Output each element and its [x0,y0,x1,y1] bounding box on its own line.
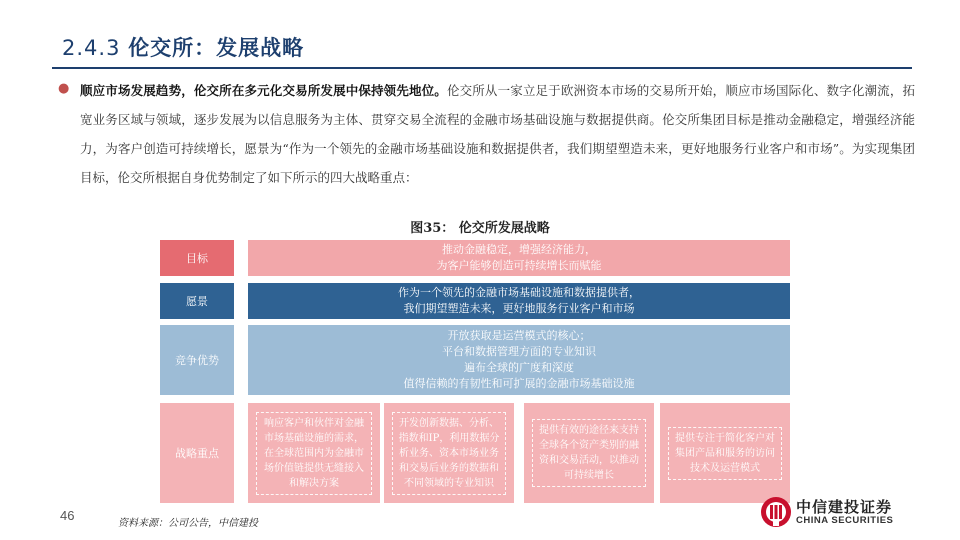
title-divider [52,67,912,69]
source-note: 资料来源：公司公告，中信建投 [118,518,258,529]
advantage-line: 开放获取是运营模式的核心； [447,329,591,342]
figure-title: 图35： 伦交所发展战略 [410,221,550,236]
section-title: 伦交所：发展战略 [128,36,305,60]
target-line: 为客户能够创造可持续增长而赋能 [436,259,602,272]
section-number: 2.4.3 [62,36,121,60]
label-vision: 愿景 [160,283,234,319]
advantage-line: 平台和数据管理方面的专业知识 [442,345,596,358]
logo-english-name: CHINA SECURITIES [796,515,894,526]
target-content [248,240,790,276]
paragraph-lead: 顺应市场发展趋势，伦交所在多元化交易所发展中保持领先地位。 [80,83,447,98]
advantage-content [248,325,790,395]
strategy-box-text: 开发创新数据、分析、指数和IP，利用数据分析业务、资本市场业务和交易后业务的数据和不同领域的专业知识 [392,412,506,495]
advantage-line: 遍布全球的广度和深度 [464,361,574,374]
label-strategy: 战略重点 [160,403,234,503]
strategy-box-text: 提供专注于简化客户对集团产品和服务的访问技术及运营模式 [668,427,782,480]
strategy-box [524,403,654,503]
label-target: 目标 [160,240,234,276]
strategy-box [384,403,514,503]
strategy-box [660,403,790,503]
page-number: 46 [60,508,75,523]
logo-chinese-name: 中信建投证券 [796,498,893,516]
slide-title [62,32,304,62]
target-line: 推动金融稳定，增强经济能力， [442,243,596,256]
paragraph-body: 伦交所从一家立足于欧洲资本市场的交易所开始，顺应市场国际化、数字化潮流，拓宽业务区域与领域，逐步发展为以信息服务为主体、贯穿交易全流程的金融市场基础设施与数据提供商。伦交所集团目标是推动金融稳定，增强经济能力，为客户创造可持续增长，愿景为“作为一个领先的金融市场基础设施和数据提供者，我们期望塑造未来，更好地服务行业客户和市场”。为实现集团目标，伦交所根据自身优势制定了如下所示的四大战略重点： [80,83,915,185]
strategy-box [248,403,380,503]
body-paragraph [80,76,915,192]
strategy-box-text: 提供有效的途径来支持全球各个资产类别的融资和交易活动，以推动可持续增长 [532,419,646,487]
vision-line: 我们期望塑造未来，更好地服务行业客户和市场 [403,302,635,315]
vision-line: 作为一个领先的金融市场基础设施和数据提供者， [398,286,640,299]
vision-content [248,283,790,319]
strategy-box-text: 响应客户和伙伴对金融市场基础设施的需求，在全球范围内为金融市场价值链提供无缝接入和解决方案 [256,412,372,495]
advantage-line: 值得信赖的有韧性和可扩展的金融市场基础设施 [403,377,635,390]
label-advantage: 竞争优势 [160,325,234,395]
bullet-icon: ● [58,81,70,96]
company-logo [760,496,920,528]
citic-logo-icon [760,496,792,528]
